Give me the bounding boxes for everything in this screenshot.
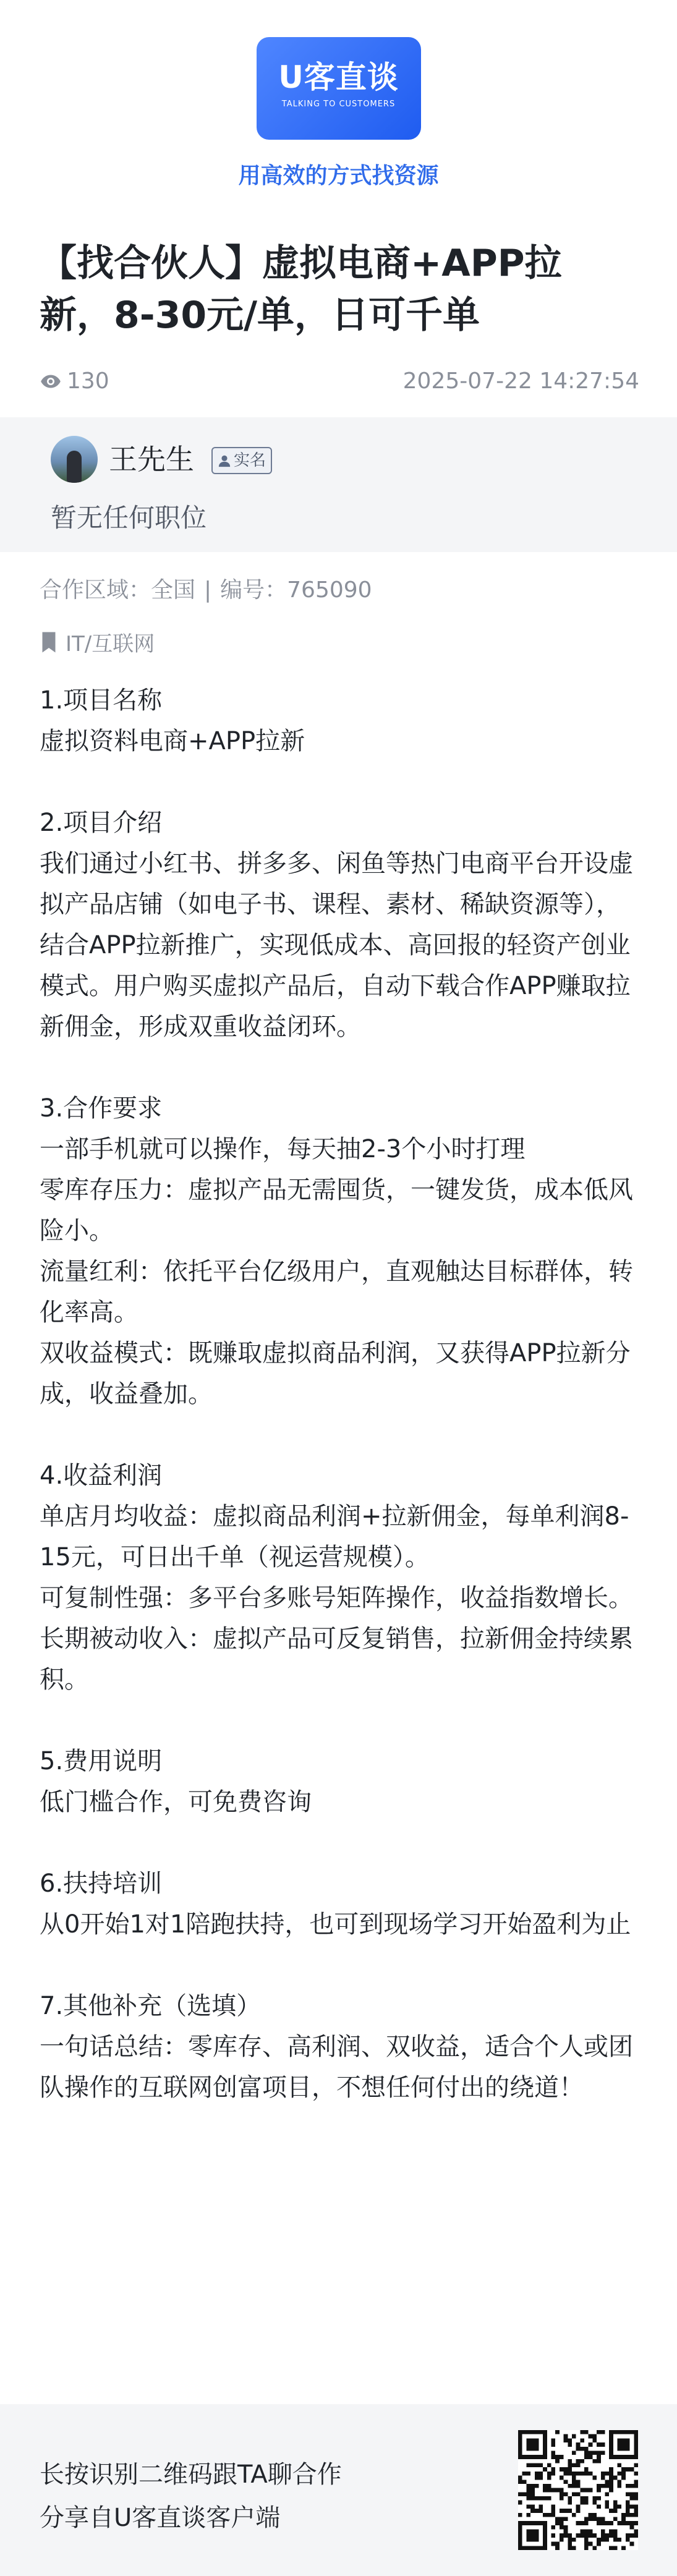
share-footer [0,2404,677,2576]
author-card[interactable] [0,417,677,552]
author-position: 暂无任何职位 [51,503,207,533]
logo-text: U客直谈 [278,59,399,95]
region-area: 合作区域：全国 [40,577,196,603]
category-label: IT/互联网 [66,632,155,657]
post-meta [40,368,639,398]
tagline: 用高效的方式找资源 [238,163,439,189]
qr-code[interactable] [518,2430,638,2550]
verified-badge-label: 实名 [234,451,266,470]
region-separator: | [204,577,212,603]
verified-badge [211,447,272,474]
footer-qr-hint: 长按识别二维码跟TA聊合作 [40,2460,342,2489]
footer-share-source: 分享自U客直谈客户端 [40,2504,281,2532]
region-info [40,572,372,604]
post-content: 1.项目名称 虚拟资料电商+APP拉新 2.项目介绍 我们通过小红书、拼多多、闲鱼等热门电商平台开设虚拟产品店铺（如电子书、课程、素材、稀缺资源等），结合APP拉新推广，实现低成本、高回报的轻资产创业模式。用户购买虚拟产品后，自动下载合作APP赚取拉新佣金，形成双重收益闭环。 3.合作要求 一部手机就可以操作，每天抽2-3个小时打理 零库存压力：虚拟产品无需囤货，一键发货，成本低风险小。 流量红利：依托平台亿级用户，直观触达目标群体，转化率高。 双收益模式：既赚取虚拟商品利润，又获得APP拉新分成，收益叠加。 4.收益利润 单店月均收益：虚拟商品利润+拉新佣金，每单利润8-15元，可日出千单（视运营规模）。 可复制性强：多平台多账号矩阵操作，收益指数增长。 长期被动收入：虚拟产品可反复销售，拉新佣金持续累积。 5.费用说明 低门槛合作，可免费咨询 6.扶持培训 从0开始1对1陪跑扶持，也可到现场学习开始盈利为止 7.其他补充（选填） 一句话总结：零库存、高利润、双收益，适合个人或团队操作的互联网创富项目，不想任何付出的绕道！ [40,686,633,2102]
post-title: 【找合伙人】虚拟电商+APP拉新，8-30元/单，日可千单 [40,242,562,337]
avatar[interactable] [51,436,98,483]
logo-area [0,37,677,140]
post-timestamp: 2025-07-22 14:27:54 [402,368,639,394]
bookmark-icon [40,631,58,653]
category-tag [40,627,155,657]
eye-icon [40,370,62,393]
view-count [40,368,109,394]
avatar-figure [67,451,82,483]
app-logo [257,37,421,140]
view-count-value: 130 [67,368,109,394]
logo-subtitle: TALKING TO CUSTOMERS [281,100,396,109]
author-name: 王先生 [109,443,194,476]
person-icon [218,454,231,467]
post-number: 编号：765090 [220,577,372,603]
